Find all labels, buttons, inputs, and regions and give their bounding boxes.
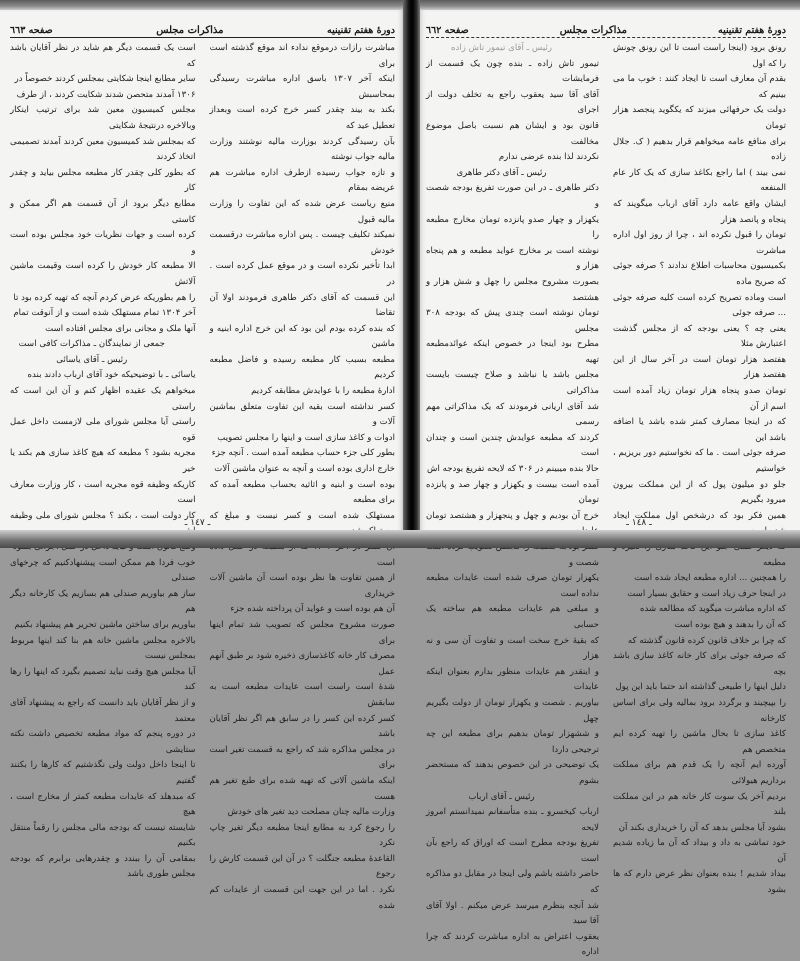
text-line: تفریغ بودجه مطرح است که اوراق که راجع بآن است (426, 838, 599, 864)
text-line: که آن را بدهند و هیچ بوده است (674, 619, 786, 630)
text-line: منیع ریاست عرض شده که این تفاوت را وزارت مالیه قبول (209, 198, 395, 225)
text-line: آقای آقا سید یعقوب راجع به تخلف دولت از اجرای (426, 89, 599, 116)
text-line: است وماده تصریح کرده است کلیه صرفه جوئی ... صرفه جوئی (613, 292, 786, 319)
text-line: مصرف کار خانه کاغذسازی ذخیره شود بر طبق آنهم عمل (209, 651, 395, 677)
text-line: خوب فردا هم ممکن است پیشنهادکنیم که چرخهای صندلی (10, 557, 196, 584)
text-line: که اداره مباشرت میگوید که مطالعه شده (639, 604, 786, 615)
text-line: خارج اداری بوده است و آنچه به عنوان ماشین آلات (214, 464, 395, 475)
text-line: است (376, 557, 395, 568)
text-line: مطبعه بسبب کار مطبعه رسیده و فاضل مطبعه کردیم (209, 354, 395, 381)
speaker-line: یاسائی ـ با توضیحیکه خود آقای ارباب دادند بنده (27, 370, 196, 381)
header-rule (426, 37, 786, 38)
text-line: که بنده کرده بودم این بود که این خرج اداره ابنیه و ماشین (209, 323, 395, 350)
text-line: کسر نداشته است بقیه این تفاوت متعلق بماشین آلات و (209, 401, 395, 428)
text-line: بوده است و ابنیه و اثاثیه بحساب مطبعه آمده که برای مطبعه (209, 479, 395, 506)
text-line: مستهلک شده است و کسر نیست و مبلغ که (209, 510, 395, 521)
text-line: خود تماشی به داد و بیداد که آن ما زیاده شدیم آن (613, 838, 786, 864)
right-page (418, 10, 800, 958)
text-line: تومان صدو پنجاه هزار تومان زیاد آمده است اسم از آن (613, 386, 786, 412)
text-line: برای منافع عامه میخواهم قرار بدهیم ( ک. جلال زاده (613, 136, 786, 163)
text-line: و تازه جواب رسیده ازطرف اداره مباشرت هم عریضه بمقام (209, 167, 395, 194)
scan-bottom-edge (0, 530, 800, 548)
text-line: است یک قسمت دیگر هم شاید در نظر آقایان باشد که (10, 43, 196, 69)
text-line: کاریکه وظیفه قوه مجریه است ، کار وزارت معارف است (10, 479, 196, 506)
text-line: بقدم آن معارف است تا ایجاد کنند : خوب ما می بینیم که (613, 74, 786, 100)
text-line: مجلس کمیسیون معین شد برای ترتیب اینکار وبالاخره درنتیجهٔ شکایتی (10, 105, 196, 131)
text-line: در اینجا حرف زیاد است و حقایق بسیار است (627, 588, 786, 599)
text-line: مباشرت رازات درموقع ندادء اند موقع گذشته است برای (209, 43, 395, 69)
text-line: سایر مطابع اینجا شکایتی بمجلس کردند خصوصاً در (14, 74, 196, 85)
page-footer-number: ـ ١٤٨ ـ (626, 518, 652, 528)
text-line: که چرا بر خلاف قانون کرده قانون گذشته که (627, 635, 786, 646)
text-line: ساز هم بیاوریم صندلی هم بسازیم یک کارخانه دیگر هم (10, 588, 196, 615)
text-line: بکمیسیون محاسبات اطلاع ندادند ؟ صرفه جوئی که صریح ماده (613, 261, 786, 287)
text-line: ادارهٔ مطبعه را با عوایدش مطابقه کردیم (251, 386, 395, 397)
text-line: را همچنین ... اداره مطبعه ایجاد شده است (634, 573, 786, 584)
text-line: مجریه بشود ؟ مطبعه که هیچ کاغذ سازی هم بکند یا خیر (10, 448, 196, 475)
section-title: مذاکرات مجلس (156, 25, 224, 36)
text-line: تومان نوشته است چندی پیش که بودجه ۳۰۸ مجلس (426, 308, 599, 334)
journal-title: دورهٔ هفتم تقنینیه (717, 25, 786, 36)
text-line: میخواهم یک عقیده اظهار کنم و آن این است که راستی (10, 386, 196, 412)
text-line: این قسمت که آقای دکتر طاهری فرمودند اولا آن تقاضا (209, 292, 395, 319)
column-left (426, 41, 599, 958)
text-line: کاغذ سازی تا بحال ماشین را تهیه کرده ایم متخصص هم (613, 729, 786, 755)
page-header (426, 16, 786, 36)
text-line: نکرد . اما در این جهت این قسمت از عایدات کم شده (209, 885, 395, 911)
text-line: شد آقای اریانی فرمودند که یک مذاکراتی مهم رسمی (426, 401, 599, 428)
text-line: کرده است و جهات نظریات خود مجلس بوده است و (10, 230, 196, 256)
text-line: الا مطبعه کار خودش را کرده است وقیمت ماشین آلاتش (10, 261, 196, 287)
text-line: تومان را قبول نکرده اند ، چرا از روز اول اداره مباشرت (613, 230, 786, 256)
text-line: خرج آن بودیم و چهل و پنجهزار و هشتصد تومان (426, 510, 599, 521)
text-line: کردند که مطبعه عوایدش چندین است و چندان است (426, 432, 599, 459)
text-line: بکند به بیند چقدر کسر خرج کرده است وبعداز تعطیل عید که (209, 105, 395, 131)
text-line: آمده است بیست و یکهزار و چهار صد و پانزده تومان (426, 479, 599, 506)
page-header (10, 16, 395, 36)
text-line: شدهٔ است راست است عایدات مطبعه است به سابقش (209, 682, 395, 708)
text-line: از همین تفاوت ها نظر بوده است آن ماشین آلات خریداری (209, 573, 395, 599)
text-line: آنها ملک و مجانی برای مجلس افتاده است (45, 323, 196, 334)
speaker-line: رئیس ـ آقای ارباب (468, 791, 535, 802)
text-line: ایشان واقع عامه دارد آقای ارباب میگویند که پنجاه و پانصد هزار (613, 198, 786, 225)
text-line: نوشته است بر مخارج عواید مطبعه و هم پنجاه هزار و (426, 245, 599, 272)
text-line: را رجوع کرد به مطابع اینجا مطبعه دیگر تغیر چاپ نکرد (209, 822, 395, 849)
text-line: ابدا تأخیر نکرده است و در موقع عمل کرده است . در (209, 261, 395, 287)
text-line: که بمجلس شد کمیسیون معین کردند آمدند تصمیمی اتخاذ کردند (10, 136, 196, 163)
text-line: قانون بود و ایشان هم نسبت باصل موضوع مخالفت (426, 120, 599, 147)
text-line: رئیس ـ آقای تیمور تاش زاده (450, 43, 553, 53)
text-line: اینکه آخر ۱۳۰۷ باسق اداره مباشرت رسیدگی بمحاسبش (209, 74, 395, 100)
text-line: آورده ایم آنچه را یک قدم هم برای مملکت برداریم هیولائی (613, 760, 786, 786)
text-line: یک توضیحی در این خصوص بدهند که مستحضر بشوم (426, 760, 599, 786)
speaker-line: تیمور تاش زاده ـ بنده چون یک قسمت از فرمایشات (426, 58, 599, 85)
text-line: مطرح بود اینجا در خصوص اینکه عوائدمطبعه تهیه (426, 339, 599, 365)
text-line: بردیم آخر یک سوت کار خانه هم در این مملکت بلند (613, 791, 786, 818)
text-line: بصورت مشروح مجلس را چهل و شش هزار و هشتصد (426, 276, 599, 303)
page-number: صفحه ٦٦٢ (426, 25, 469, 36)
text-line: و از نظر آقایان باید دانست که راجع به پیشنهاد آقای معتمد (10, 697, 196, 724)
speaker-line: جمعی از نمایندگان ـ مذاکرات کافی است (18, 339, 165, 350)
column-left (10, 41, 196, 880)
speaker-line: دکتر طاهری ـ در این صورت تفریغ بودجه شصت و (426, 183, 599, 209)
text-line: بیداد شدیم ! بنده بعنوان نظر عرض دارم که ها بشود (613, 869, 786, 896)
column-right (209, 41, 396, 911)
speaker-line: رئیس ـ آقای یاسائی (56, 354, 128, 365)
text-line: اینکه ماشین آلاتی که تهیه شده برای طبع تغیر هم هست (209, 775, 395, 802)
text-line: هفتصد هزار تومان است در آخر سال از این هفتصد هزار (613, 354, 786, 381)
text-line: دلیل اینها را طبیعی گذاشته اند حتما باید این پول (615, 682, 786, 693)
text-line: یکهزار و چهار صدو پانزده تومان مخارج مطبعه را (426, 214, 599, 241)
text-line: آیا مجلس هیچ وقت نباید تصمیم بگیرد که اینها را رها کند (10, 666, 196, 693)
text-line: که در اینجا مصارف کمتر شده باشد یا اضافه باشد این (613, 417, 786, 443)
text-line: که صرفه جوئی برای کار خانه کاغذ سازی باشد بچه (613, 651, 786, 677)
text-line: شایسته نیست که بودجه مالی مجلس را رقماً منتقل بکنیم (10, 822, 196, 849)
book-gutter (403, 0, 420, 548)
text-line: صرفه جوئی است . ما که نخواستیم دور بریزیم ، خواستیم (613, 448, 786, 475)
text-line: یعقوب اعتراض به اداره مباشرت کردند که چرا اداره (426, 931, 599, 958)
text-line: دولت یک حرفهائی میزند که یکگوید پنجصد هزار تومان (613, 105, 786, 131)
text-line: در دوره پنجم که مواد مطبعه تخصیص داشت نکته ستایشی (10, 729, 196, 755)
text-line: بیاوریم . شصت و یکهزار تومان از دولت بگیریم چهل (426, 697, 599, 724)
text-line: وزارت مالیه چنان مصلحت دید تغیر های خودش (227, 807, 395, 818)
text-line: را هم بطوریکه عرض کردم آنچه که تهیه کرده بود تا (13, 292, 196, 303)
page-number: صفحه ٦٦٣ (10, 25, 53, 36)
text-line: را بپیچیند و برگردد برود بمالیه ولی برای اساس کارخانه (613, 697, 786, 724)
text-line: آن هم بوده است و عواید آن پرداخته شده جزء (230, 604, 395, 615)
text-line: یکهزار تومان صرف شده است عایدات مطبعه نداده است (426, 573, 599, 599)
text-line: نکردند لذا بنده عرضی ندارم (498, 152, 599, 163)
text-line: یعنی چه ؟ یعنی بودجه که از مجلس گذشت اعتبارش مثلا (613, 323, 786, 350)
text-line: مطبعه (763, 557, 786, 568)
text-line: و مبلغی هم عایدات مطبعه هم ساخته یک حسابی (426, 604, 599, 630)
text-line: نمی بیند ) اما راجع بکاغذ سازی که یک کار عام المنفعه (613, 167, 786, 194)
text-line: تا اینجا داخل دولت ولی نگذشتیم که کارها را بکنند گفتیم (10, 760, 196, 786)
text-line: بمقامی آن را ببندد و چقدرهایی برابرم که بودجه مجلس طوری باشد (10, 853, 196, 880)
text-line: صورت مشروح مجلس که تصویب شد تمام اینها برای (209, 619, 395, 646)
text-line: ۱۳۰۶ آمدند متحصن شدند شکایت کردند ، از طرف (16, 89, 196, 100)
text-line: همین فکر بود که درشخص اول مملکت ایجاد (613, 510, 786, 521)
text-line: رونق برود (اینجا راست است تا این رونق چونش را که اول (613, 43, 786, 69)
text-line: که بقیهٔ خرج سخت است و تفاوت آن سی و نه هزار (426, 635, 599, 662)
text-line: آخر ۱۳۰۴ تمام مستهلک شده است و از آنوقت تمام (13, 308, 196, 319)
journal-title: دورهٔ هفتم تقنینیه (326, 25, 395, 36)
speaker-line: رئیس ـ آقای دکتر طاهری (456, 167, 547, 178)
left-page (0, 10, 405, 911)
text-line: کسر کرده این کسر را در سابق هم اگر نظر آقایان باشد (209, 713, 395, 740)
text-line: و ششهزار تومان بدهیم برای مطبعه این چه ترجیحی داردا (426, 729, 599, 755)
text-line: نمیکند تکلیف چیست . پس اداره مباشرت درقسمت خودش (209, 230, 395, 256)
text-line: که بطور کلی چقدر کار مطبعه مجلس بیاید و چقدر کار (10, 167, 196, 194)
text-line: مجلس باشد یا نباشد و صلاح چیست بایست مذاکراتی (426, 370, 599, 397)
text-line: بیاوریم برای ساختن ماشین تحریر هم پیشنهاد بکنیم (14, 619, 196, 630)
text-line: شد آنچه بنظرم میرسد عرض میکنم . اولا آقای آقا سید (426, 900, 599, 927)
text-line: در مجلس مذاکره شد که راجع به قسمت تغیر است برای (209, 744, 395, 771)
text-line: بطور کلی جزء حساب مطبعه آمده است . آنچه جزء (211, 448, 395, 459)
text-line: بآن رسیدگی کردند بوزارت مالیه نوشتند وزارت مالیه جواب نوشته (209, 136, 395, 163)
text-line: و اینقدر هم عایدات منظور بدارم بعنوان اینکه عایدات (426, 666, 599, 693)
speaker-line: ارباب کیخسرو ـ بنده متأسفانم نمیدانستم امروز لایحه (426, 807, 599, 833)
text-line: ادوات و کاغذ سازی است و اینها را مجلس تصویب (217, 432, 395, 443)
text-line: که مبدهلد که عایدات مطبعه کمتر از مخارج است ، هیچ (10, 791, 196, 818)
text-line: حاضر داشته باشم ولی اینجا در مقابل دو مذاکره که (426, 869, 599, 896)
text-line: حالا بنده میبینم در ۳۰۶ که لایحه تفریغ بودجه اش (426, 464, 599, 475)
text-line: راستی آیا مجلس شورای ملی لازمست داخل عمل قوه (10, 417, 196, 443)
text-line: کار دولت است ، بکند ؟ مجلس شورای ملی وظیفه (10, 510, 196, 521)
text-line: القاعدهٔ مطبعه جنگلت ؟ در آن این قسمت کارش را رجوع (209, 853, 395, 880)
text-line: مطابع دیگر برود از آن قسمت هم اگر ممکن و کاستی (10, 198, 196, 225)
text-line: بشود آیا مجلس بدهد که آن را خریداری بکند آن (618, 822, 786, 833)
section-title: مذاکرات مجلس (559, 25, 627, 36)
text-line: شصت و (569, 557, 599, 568)
header-rule (10, 37, 395, 38)
page-footer-number: ـ ١٤٧ ـ (184, 518, 211, 528)
text-line: بالاخره مجلس ماشین خانه هم بنا کند اینها مربوط بمجلس نیست (10, 635, 196, 662)
text-line: جلو دو میلیون پول که از این مملکت بیرون میرود بگیریم (613, 479, 786, 506)
